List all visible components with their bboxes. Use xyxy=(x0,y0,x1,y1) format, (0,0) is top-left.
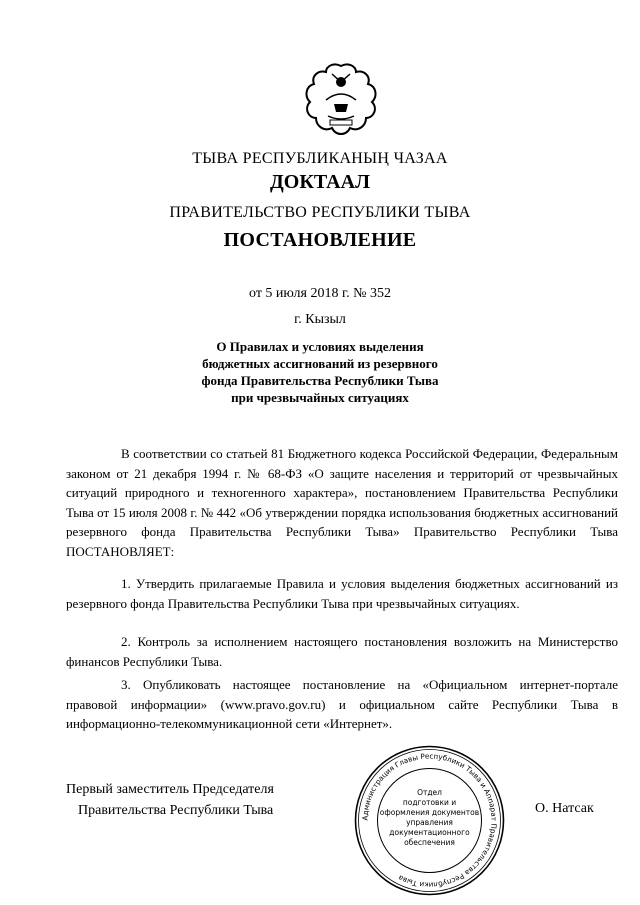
subject-line: бюджетных ассигнований из резервного xyxy=(202,356,438,371)
clause-3: 3. Опубликовать настоящее постановление на «Официальном интернет-портале правовой информации» (www.pravo.gov.ru) и официальном сайте Республики Тыва в информационно-телекоммуникационной сети «Интернет». xyxy=(66,677,618,731)
stamp-center-line: подготовки и xyxy=(402,798,457,807)
preamble-paragraph: В соответствии со статьей 81 Бюджетного кодекса Российской Федерации, Федеральным законом от 21 декабря 1994 г. № 68-ФЗ «О защите населения и территорий от чрезвычайных ситуаций природного и техногенного характера», постановлением Правительства Республики Тыва от 15 июля 2008 г. № 442 «Об утверждении порядка использования бюджетных ассигнований резервного фонда Правительства Республики Тыва» Правительство Республики Тыва ПОСТАНОВЛЯЕТ: xyxy=(66,446,618,559)
signatory-name: О. Натсак xyxy=(535,801,594,816)
stamp-center-line: документационного xyxy=(389,828,470,837)
document-subject xyxy=(180,338,460,406)
signatory-title-line: Первый заместитель Председателя xyxy=(66,782,274,797)
header-ru-doc-type: ПОСТАНОВЛЕНИЕ xyxy=(223,229,417,251)
stamp-center-line: обеспечения xyxy=(404,838,455,847)
stamp-center-line: управления xyxy=(406,818,453,827)
subject-line: О Правилах и условиях выделения xyxy=(216,339,424,354)
document-city: г. Кызыл xyxy=(294,312,346,327)
stamp-center-line: оформления документов xyxy=(379,808,480,817)
clause-2: 2. Контроль за исполнением настоящего постановления возложить на Министерство финансов Республики Тыва. xyxy=(66,634,618,669)
header-tyva-government: ТЫВА РЕСПУБЛИКАНЫҢ ЧАЗАА xyxy=(192,150,448,167)
official-stamp xyxy=(352,743,507,898)
signatory-title xyxy=(66,779,274,821)
header-ru-government: ПРАВИТЕЛЬСТВО РЕСПУБЛИКИ ТЫВА xyxy=(169,204,471,221)
subject-line: фонда Правительства Республики Тыва xyxy=(201,373,439,388)
document-date: от 5 июля 2018 г. № 352 xyxy=(249,286,391,301)
stamp-ring-text: Администрация Главы Республики Тыва и Аппарат Правительства Республики Тыва xyxy=(360,751,499,890)
header-tyva-doc-type: ДОКТААЛ xyxy=(270,171,370,193)
stamp-center-line: Отдел xyxy=(417,788,442,797)
signatory-title-line: Правительства Республики Тыва xyxy=(78,803,274,818)
emblem-icon xyxy=(296,60,386,140)
clause-1: 1. Утвердить прилагаемые Правила и условия выделения бюджетных ассигнований из резервного фонда Правительства Республики Тыва при чрезвычайных ситуациях. xyxy=(66,576,618,611)
subject-line: при чрезвычайных ситуациях xyxy=(231,390,409,405)
